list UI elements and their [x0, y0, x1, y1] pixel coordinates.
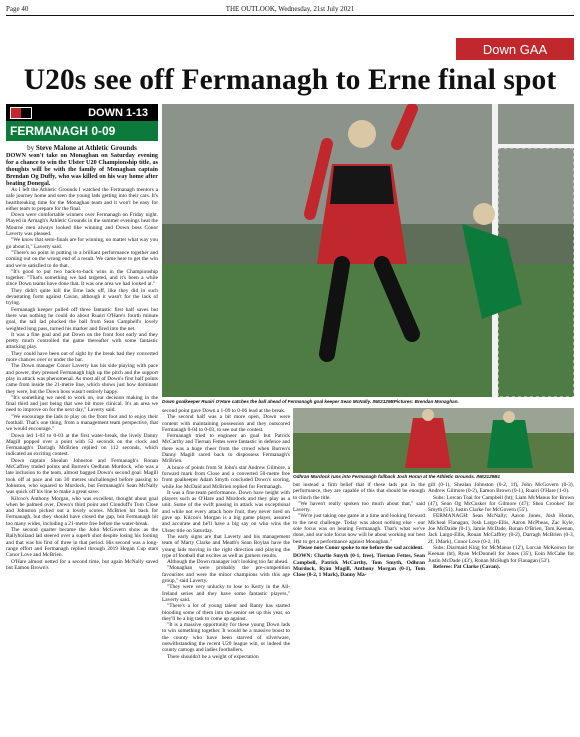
article-column-3 [293, 482, 425, 734]
article-paragraph: The second quarter became the John McGovern show as the Ballyholland lad steered over a superb shot despite losing his footing and that was his first of three in that period. His second was a long-range effort and Fermanagh replied through 2019 Hogan Cup stars Conor Love and McBrien. [6, 527, 158, 559]
section-banner: Down GAA [456, 38, 574, 60]
article-paragraph: "It's something we need to work on, our decision making in the final third and just being that wee bit more clinical. It's an area we need to improve on for the next day," Laverty said. [6, 394, 158, 414]
article-paragraph: but instead a firm belief that if these lads put in the performance, they are capable of this that should be enough to clinch the title. [293, 482, 425, 501]
article-paragraph: "It is a massive opportunity for these young Down lads to win something together. It would be a massive boost to the county who have been starved of silverware, notwithstanding the recent U20 league win, or indeed the county camogs and ladies footballers. [162, 622, 290, 654]
main-photo-illustration [162, 104, 574, 397]
article-paragraph: "Monaghan were probably the pre-competition favourites and were the minor champions with this age group," said Laverty. [162, 565, 290, 585]
article-paragraph: "There's no point in putting in a brilliant performance together and coming out on the wrong end of a result. We came here to get the win and we're satisfied to do that. [6, 249, 158, 269]
page-number: Page 40 [6, 5, 29, 13]
article-paragraph: "We haven't really spoken too much about that," said Laverty. [293, 500, 425, 514]
article-paragraph: Kilcoo's Anthony Morgan, who was excellent, thought about goal when he palmed over, Down's third point and Clonduff's Tom Close and Johnston picked out a lovely scores. McBrien hit back for Fermanagh, but they should have closed the gap, but Fermanagh hit too many wides, including a 21-metre free before the water-break. [6, 495, 158, 527]
article-note: Please note Conor spoke to me before the sad accident. [298, 544, 424, 551]
article-paragraph: The early signs are that Laverty and his management team of Marty Clarke and Meath's Sean Boylan have the young lads moving in the right direction and playing the type of football that excites as well as garners results. [162, 533, 290, 559]
article-column-2 [162, 408, 290, 734]
article-paragraph: It was a fine goal and put Down on the front foot early and they pretty much controlled the game thereafter with some fantastic attacking play. [6, 331, 158, 351]
byline-prefix: by [27, 144, 35, 152]
article-intro: DOWN won't take on Monaghan on Saturday evening for a chance to win the Ulster U20 Championship title, as thoughts will be with the family of Monaghan captain Brendan Og Duffy, who was killed on his way home after beating Donegal. [6, 152, 158, 187]
score-down [6, 104, 158, 121]
secondary-photo [293, 408, 574, 473]
article-paragraph: Although the Down manager isn't looking too far ahead. [167, 559, 289, 566]
county-flag-icon [10, 107, 32, 119]
article-paragraph: O'Hare almost netted for a second time, but again McNally saved but Eamon Brown's [6, 558, 158, 571]
article-paragraph: Fermanagh tried to engineer an goal but Patrick McCarthy and Tiernan Fettes were fantastic in defence and there was a huge cheer from the crowd when Burren's Danny Magill raced back to dispossess Fermanagh's McBrien. [162, 433, 290, 465]
publication-line: THE OUTLOOK, Wednesday, 21st July 2021 [225, 5, 355, 13]
article-paragraph: "There's a lot of young talent and Banty has started blooding some of them into the senior set up this year, so they'll be a big task to come up against. [162, 603, 290, 622]
article-paragraph: They could have been out of sight by the break had they converted more chances over or under the bar. [6, 350, 158, 364]
article-paragraph: Down captain Shealan Johnston and Fermanagh's Ronan McCaffrey traded points and Burren's Oedhran Murdock, who was a late inclusion to the team, almost bagged Down's second goal. Magill took off at pace and ran 30 metres unchallenged before passing to Johnston, who squared to Murdock, but Fermanagh's Sean McNally was quick off his line to make a great save. [6, 457, 158, 496]
team-subs-down: Subs: Lorcan Toal for Campbell (ht); Liam McManus for Brown (47), Sean Og McCusker for Gilmore (47); Shea Crookes' for Smyth (51); Justin Clarke for McGovern (55'). [428, 494, 574, 514]
byline-author: Steve Malone at Athletic Grounds [35, 144, 137, 152]
article-column-1 [6, 152, 158, 734]
score-down-text: DOWN 1-13 [88, 106, 148, 119]
article-paragraph: There shouldn't be a weight of expectation [167, 653, 259, 660]
article-paragraph: Down led 1-03 to 0-03 at the first water-break, the lively Danny Magill popped over a point with 52 seconds on the clock and Fermanagh's Darragh McBrien replied on 112 seconds, which indicated an exciting contest. [6, 432, 158, 458]
article-paragraph: It was a fine team performance. Down have height with players such as O'Hare and Murdock and they play as a unit. Some of the swift passing in attack was exceptional and while not every attack bore fruit, they never tired on gave up. Kilcoo's Morgan is a big game player, assured and accurate and he'll have a big say on who wins the Ulster title on Saturday. [162, 489, 290, 534]
article-paragraph: "They were very unlucky to lose to Kerry in the All-Ireland series and they have some fantastic players," Laverty said. [162, 584, 290, 603]
team-lineup-down-continued: gill (0-1), Shealan Johnston (0-2, 1f), John McGovern (0-3), Andrew Gilmore (0-2), Eamon Brown (0-1), Ruairi O'Hare (1-0). [428, 482, 574, 495]
article-paragraph: As I left the Athletic Grounds I watched the Fermanagh mentors a safe journey home and seen the young lads getting into their cars. It's heartbreaking time for the Monaghan team and it won't be easy for either team to prepare for the final. [6, 187, 158, 212]
secondary-photo-caption: Odhran Murdock runs into Fermanagh fullback Josh Horan at the Athletic Grounds. INE2129B1 [293, 474, 501, 479]
article-paragraph: The second half was a bit more open, Down were content with maintaining possession and they outscored Fermanagh 0-04 to 0-03, to see out the contest. [162, 414, 290, 433]
article-paragraph: Fermanagh keeper pulled off three fantastic first half saves but there was nothing he could do about Ruairi O'Hare's fourth minute goal, the tall lad plucked the ball from Sean Campbell's lovely weighted long pass, turned his marker and fired into the net. [6, 306, 158, 332]
folio-rule [6, 15, 574, 16]
byline [6, 144, 158, 152]
article-paragraph: Down were comfortable winners over Fermanagh on Friday night. Played in Armagh's Athletic Grounds in the summer evenings heat the Mourne men always looked like winning and Down boss Conor Laverty was pleased. [6, 212, 158, 238]
team-lineup-down: DOWN: Charlie Smyth (0-1, free), Tiernan Fettes, Sean Campbell, Patrick McCarthy, Tom Smyth, Odhran Murdock, Ryan Magill, Anthony Morgan (0-1), Tom Close (0-2, 1 Mark), Danny Ma- [293, 553, 425, 579]
team-subs-fermanagh: Subs: Diarmaid King for McManus (12'), Lorcan McKeown for Keenan (ht), Ryan McDonnell for Jones (35'), Eoin McCabe for Justin McDade (43'), Ronan McHugh for Flanagan (53'). [428, 544, 574, 564]
team-lineup-fermanagh: FERMANAGH: Sean McNally; Aaron Jones, Josh Horan, Micheal Flanagan, Josh Largo-Ellis, Aaron McPheas, Zac Kyle, Joe McDaide (0-1), Jamie McDade, Ronan O'Brien, Tom Keenan, Jack Largo-Ellis, Ronan McCaffrey (0-2), Darragh McBrien (0-3, 2f, 1Mark), Conor Love (0-2, 1f). [428, 513, 574, 545]
article-paragraph: second point gave Down a 1-09 to 0-06 lead at the break. [162, 408, 286, 414]
article-paragraph: "We're just taking one game at a time and looking forward to the next challenge. Today was about nothing else - our sole focus was on beating Fermanagh. That's what we've done, and our sole focus now will be about working our best best to get a performance against Monaghan." [293, 513, 425, 545]
article-paragraph: "We know that semi-finals are for winning, no matter what way you go about it," Laverty said. [6, 237, 158, 250]
article-paragraph: "It's good to put two back-to-back wins in the Championship together. "That's something we had targeted, and it's been a while since Down teams have done that. It was one area we had looked at." [6, 268, 158, 288]
headline: U20s see off Fermanagh to Erne final spot [23, 64, 557, 96]
page-folio [6, 4, 574, 14]
main-photo-caption: Down goalkeeper Ruairi O'Hare catches the ball ahead of Fermanagh goal keeper Sean McNally. INE2129BPictures: Brendan Monaghan. [162, 399, 459, 404]
scorebox [6, 104, 158, 152]
article-paragraph: The Down manager Conor Laverty has his side playing with pace and power, they pressed Fermanagh high up the pitch and the support play in attack was phenomenal. As most all of Down's first half points came from inside the 21-metre line, which shows just how dominant they were, but the Down boss wasn't entirely happy. [6, 363, 158, 395]
article-column-4 [428, 482, 574, 734]
referee-line: Referee: Pat Clarke (Cavan). [433, 563, 500, 570]
article-paragraph: A brace of points from St John's star Andrew Gilmore, a forward mark from Close and a converted 50-metre free from goalkeeper Adam Smyth concluded Down's scoring, while Joe McDaid and McBrien replied for Fermanagh. [162, 464, 290, 490]
main-photo [162, 104, 574, 397]
secondary-photo-illustration [293, 408, 574, 473]
article-paragraph: "We encourage the lads to play on the front foot and to enjoy their football. That's one thing, from a management team perspective, that we would encourage." [6, 413, 158, 433]
article-paragraph: They didn't quite kill the Erne lads off, like they did in such devastating form against Cavan, although it wasn't for the lack of trying. [6, 287, 158, 307]
score-fermanagh: FERMANAGH 0-09 [6, 121, 158, 141]
